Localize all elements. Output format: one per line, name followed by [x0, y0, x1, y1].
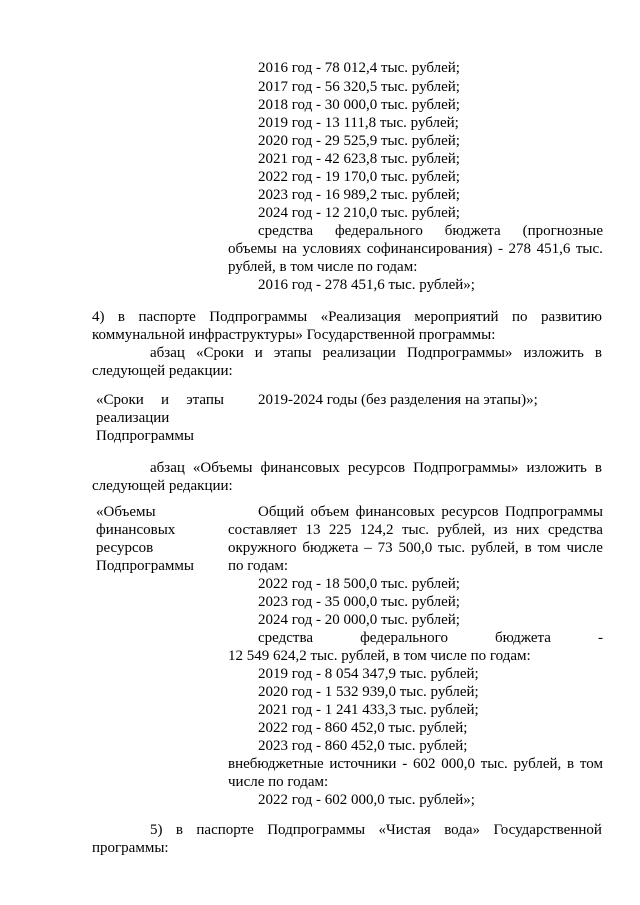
paragraph-line: 5) в паспорте Подпрограммы «Чистая вода» Государственной	[150, 822, 602, 838]
federal-budget-line: средства федерального бюджета (прогнозные	[258, 223, 603, 239]
table-label: Подпрограммы	[96, 428, 194, 444]
table-value: составляет 13 225 124,2 тыс. рублей, из них средства	[228, 522, 603, 538]
table-value: средства федерального бюджета -	[258, 630, 603, 646]
year-line: 2021 год - 42 623,8 тыс. рублей;	[258, 151, 460, 167]
federal-budget-line: объемы на условиях софинансирования) - 278 451,6 тыс.	[228, 241, 603, 257]
table-label: ресурсов	[96, 540, 154, 556]
paragraph-line: абзац «Сроки и этапы реализации Подпрограммы» изложить в	[150, 345, 602, 361]
paragraph-line: следующей редакции:	[92, 478, 233, 494]
table-value: внебюджетные источники - 602 000,0 тыс. рублей, в том	[228, 756, 603, 772]
table-value: 12 549 624,2 тыс. рублей, в том числе по годам:	[228, 648, 531, 664]
table-label: реализации	[96, 410, 170, 426]
paragraph-line: коммунальной инфраструктуры» Государственной программы:	[92, 327, 496, 343]
year-line: 2021 год - 1 241 433,3 тыс. рублей;	[258, 702, 479, 718]
paragraph-line: программы:	[92, 840, 169, 856]
table-label: Подпрограммы	[96, 558, 194, 574]
year-line: 2020 год - 1 532 939,0 тыс. рублей;	[258, 684, 479, 700]
year-line: 2022 год - 860 452,0 тыс. рублей;	[258, 720, 468, 736]
year-line: 2018 год - 30 000,0 тыс. рублей;	[258, 97, 460, 113]
year-line: 2024 год - 20 000,0 тыс. рублей;	[258, 612, 460, 628]
table-value: Общий объем финансовых ресурсов Подпрограммы	[258, 504, 603, 520]
year-line: 2016 год - 78 012,4 тыс. рублей;	[258, 60, 460, 76]
year-line: 2019 год - 8 054 347,9 тыс. рублей;	[258, 666, 479, 682]
year-line: 2016 год - 278 451,6 тыс. рублей»;	[258, 277, 475, 293]
table-value: окружного бюджета – 73 500,0 тыс. рублей, в том числе	[228, 540, 603, 556]
year-line: 2022 год - 602 000,0 тыс. рублей»;	[258, 792, 475, 808]
year-line: 2019 год - 13 111,8 тыс. рублей;	[258, 115, 459, 131]
year-line: 2022 год - 18 500,0 тыс. рублей;	[258, 576, 460, 592]
table-label: «Сроки и этапы	[96, 392, 224, 408]
paragraph-line: абзац «Объемы финансовых ресурсов Подпрограммы» изложить в	[150, 460, 602, 476]
year-line: 2020 год - 29 525,9 тыс. рублей;	[258, 133, 460, 149]
year-line: 2022 год - 19 170,0 тыс. рублей;	[258, 169, 460, 185]
year-line: 2023 год - 35 000,0 тыс. рублей;	[258, 594, 460, 610]
year-line: 2024 год - 12 210,0 тыс. рублей;	[258, 205, 460, 221]
year-line: 2023 год - 860 452,0 тыс. рублей;	[258, 738, 468, 754]
table-value: 2019-2024 годы (без разделения на этапы)»;	[258, 392, 538, 408]
table-label: «Объемы	[96, 504, 156, 520]
table-value: числе по годам:	[228, 774, 329, 790]
table-label: финансовых	[96, 522, 176, 538]
paragraph-line: следующей редакции:	[92, 363, 233, 379]
year-line: 2023 год - 16 989,2 тыс. рублей;	[258, 187, 460, 203]
paragraph-line: 4) в паспорте Подпрограммы «Реализация мероприятий по развитию	[92, 309, 602, 325]
table-value: по годам:	[228, 558, 289, 574]
year-line: 2017 год - 56 320,5 тыс. рублей;	[258, 79, 460, 95]
federal-budget-line: рублей, в том числе по годам:	[228, 259, 418, 275]
